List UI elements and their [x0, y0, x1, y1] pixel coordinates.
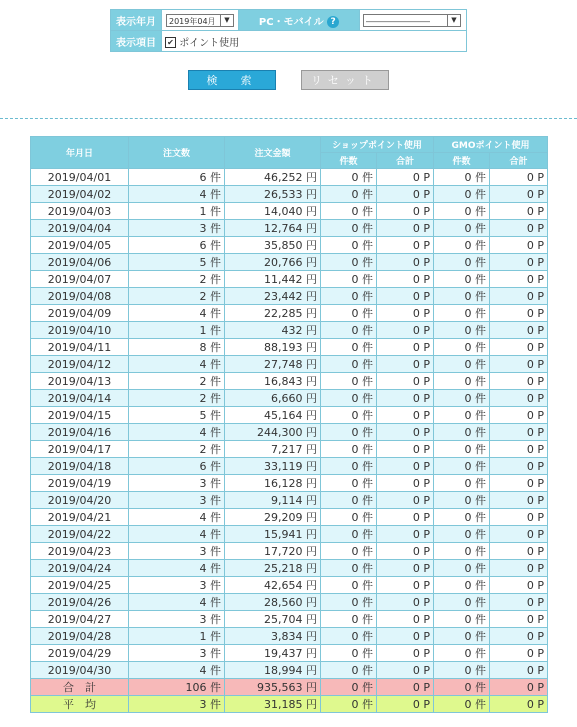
- table-row: [31, 662, 548, 679]
- cell-amount: 46,252 円: [225, 169, 321, 186]
- table-row: [31, 237, 548, 254]
- cell-amount: 25,218 円: [225, 560, 321, 577]
- cell-shop-total: 0 P: [377, 679, 434, 696]
- cell-orders: 1 件: [129, 322, 225, 339]
- cell-gmo-count: 0 件: [434, 271, 490, 288]
- cell-amount: 16,843 円: [225, 373, 321, 390]
- cell-shop-count: 0 件: [321, 662, 377, 679]
- cell-date: 2019/04/21: [31, 509, 129, 526]
- cell-gmo-total: 0 P: [490, 424, 548, 441]
- header-orders: 注文数: [129, 137, 225, 169]
- cell-date: 2019/04/15: [31, 407, 129, 424]
- cell-shop-count: 0 件: [321, 628, 377, 645]
- cell-date: 2019/04/29: [31, 645, 129, 662]
- cell-shop-total: 0 P: [377, 645, 434, 662]
- reset-button[interactable]: リセット: [301, 70, 389, 90]
- cell-shop-total: 0 P: [377, 509, 434, 526]
- cell-amount: 935,563 円: [225, 679, 321, 696]
- cell-gmo-count: 0 件: [434, 458, 490, 475]
- table-row: [31, 169, 548, 186]
- cell-gmo-count: 0 件: [434, 288, 490, 305]
- cell-gmo-count: 0 件: [434, 509, 490, 526]
- cell-shop-count: 0 件: [321, 577, 377, 594]
- cell-date: 2019/04/14: [31, 390, 129, 407]
- cell-shop-count: 0 件: [321, 526, 377, 543]
- cell-date: 2019/04/17: [31, 441, 129, 458]
- table-row: [31, 288, 548, 305]
- cell-gmo-total: 0 P: [490, 526, 548, 543]
- cell-date: 2019/04/22: [31, 526, 129, 543]
- cell-shop-total: 0 P: [377, 475, 434, 492]
- cell-shop-count: 0 件: [321, 407, 377, 424]
- cell-gmo-total: 0 P: [490, 288, 548, 305]
- cell-shop-count: 0 件: [321, 492, 377, 509]
- cell-shop-total: 0 P: [377, 594, 434, 611]
- cell-orders: 3 件: [129, 577, 225, 594]
- cell-gmo-count: 0 件: [434, 373, 490, 390]
- cell-amount: 17,720 円: [225, 543, 321, 560]
- cell-shop-count: 0 件: [321, 560, 377, 577]
- cell-date: 2019/04/09: [31, 305, 129, 322]
- table-row: [31, 645, 548, 662]
- cell-gmo-count: 0 件: [434, 186, 490, 203]
- header-date: 年月日: [31, 137, 129, 169]
- table-row: [31, 577, 548, 594]
- cell-gmo-total: 0 P: [490, 509, 548, 526]
- cell-gmo-count: 0 件: [434, 237, 490, 254]
- cell-date: 2019/04/24: [31, 560, 129, 577]
- cell-date: 2019/04/04: [31, 220, 129, 237]
- table-row: [31, 560, 548, 577]
- cell-orders: 2 件: [129, 390, 225, 407]
- cell-shop-count: 0 件: [321, 339, 377, 356]
- device-select[interactable]: [363, 14, 461, 27]
- cell-amount: 20,766 円: [225, 254, 321, 271]
- cell-gmo-total: 0 P: [490, 594, 548, 611]
- cell-shop-total: 0 P: [377, 271, 434, 288]
- cell-gmo-total: 0 P: [490, 339, 548, 356]
- cell-amount: 29,209 円: [225, 509, 321, 526]
- cell-shop-total: 0 P: [377, 254, 434, 271]
- table-row: [31, 339, 548, 356]
- cell-shop-count: 0 件: [321, 237, 377, 254]
- cell-amount: 23,442 円: [225, 288, 321, 305]
- table-row: [31, 611, 548, 628]
- header-amount: 注文金額: [225, 137, 321, 169]
- cell-orders: 3 件: [129, 696, 225, 713]
- cell-gmo-total: 0 P: [490, 203, 548, 220]
- cell-gmo-count: 0 件: [434, 696, 490, 713]
- cell-amount: 14,040 円: [225, 203, 321, 220]
- cell-shop-total: 0 P: [377, 305, 434, 322]
- cell-orders: 4 件: [129, 662, 225, 679]
- cell-shop-count: 0 件: [321, 254, 377, 271]
- cell-shop-total: 0 P: [377, 237, 434, 254]
- cell-shop-count: 0 件: [321, 475, 377, 492]
- cell-shop-count: 0 件: [321, 390, 377, 407]
- cell-gmo-count: 0 件: [434, 628, 490, 645]
- cell-orders: 3 件: [129, 492, 225, 509]
- cell-shop-total: 0 P: [377, 458, 434, 475]
- cell-shop-count: 0 件: [321, 696, 377, 713]
- cell-date: 2019/04/19: [31, 475, 129, 492]
- divider: [0, 118, 577, 119]
- header-shop-total: 合計: [377, 153, 434, 169]
- cell-orders: 2 件: [129, 373, 225, 390]
- cell-shop-count: 0 件: [321, 220, 377, 237]
- cell-date: 2019/04/03: [31, 203, 129, 220]
- cell-gmo-count: 0 件: [434, 679, 490, 696]
- search-button[interactable]: 検 索: [188, 70, 276, 90]
- cell-shop-count: 0 件: [321, 356, 377, 373]
- cell-gmo-total: 0 P: [490, 305, 548, 322]
- table-row: [31, 543, 548, 560]
- cell-date: 合 計: [31, 679, 129, 696]
- cell-date: 2019/04/10: [31, 322, 129, 339]
- cell-amount: 3,834 円: [225, 628, 321, 645]
- cell-shop-count: 0 件: [321, 424, 377, 441]
- cell-shop-total: 0 P: [377, 390, 434, 407]
- cell-shop-total: 0 P: [377, 407, 434, 424]
- cell-orders: 4 件: [129, 305, 225, 322]
- cell-shop-total: 0 P: [377, 373, 434, 390]
- cell-date: 平 均: [31, 696, 129, 713]
- cell-gmo-total: 0 P: [490, 407, 548, 424]
- cell-gmo-total: 0 P: [490, 475, 548, 492]
- cell-date: 2019/04/23: [31, 543, 129, 560]
- cell-orders: 2 件: [129, 288, 225, 305]
- cell-gmo-total: 0 P: [490, 560, 548, 577]
- cell-shop-total: 0 P: [377, 628, 434, 645]
- table-row: [31, 254, 548, 271]
- cell-orders: 106 件: [129, 679, 225, 696]
- cell-shop-total: 0 P: [377, 560, 434, 577]
- cell-gmo-total: 0 P: [490, 543, 548, 560]
- cell-amount: 7,217 円: [225, 441, 321, 458]
- cell-gmo-total: 0 P: [490, 356, 548, 373]
- cell-shop-total: 0 P: [377, 492, 434, 509]
- table-row: [31, 220, 548, 237]
- cell-amount: 31,185 円: [225, 696, 321, 713]
- cell-gmo-count: 0 件: [434, 526, 490, 543]
- cell-amount: 18,994 円: [225, 662, 321, 679]
- cell-shop-total: 0 P: [377, 356, 434, 373]
- table-row: [31, 407, 548, 424]
- cell-orders: 3 件: [129, 475, 225, 492]
- cell-gmo-total: 0 P: [490, 169, 548, 186]
- cell-shop-count: 0 件: [321, 186, 377, 203]
- cell-shop-total: 0 P: [377, 424, 434, 441]
- cell-amount: 9,114 円: [225, 492, 321, 509]
- table-row: [31, 458, 548, 475]
- cell-gmo-total: 0 P: [490, 577, 548, 594]
- cell-amount: 244,300 円: [225, 424, 321, 441]
- point-usage-checkbox[interactable]: ✔: [165, 37, 176, 48]
- cell-orders: 3 件: [129, 611, 225, 628]
- device-label: PC・モバイル: [258, 16, 324, 28]
- cell-amount: 88,193 円: [225, 339, 321, 356]
- cell-shop-count: 0 件: [321, 373, 377, 390]
- cell-amount: 11,442 円: [225, 271, 321, 288]
- cell-shop-total: 0 P: [377, 611, 434, 628]
- cell-gmo-total: 0 P: [490, 492, 548, 509]
- cell-amount: 19,437 円: [225, 645, 321, 662]
- cell-shop-total: 0 P: [377, 339, 434, 356]
- cell-orders: 3 件: [129, 543, 225, 560]
- cell-orders: 4 件: [129, 509, 225, 526]
- header-gmo-total: 合計: [490, 153, 548, 169]
- device-label-cell: [239, 10, 360, 31]
- period-label: 表示年月: [111, 10, 162, 31]
- cell-gmo-total: 0 P: [490, 645, 548, 662]
- cell-gmo-count: 0 件: [434, 305, 490, 322]
- cell-date: 2019/04/06: [31, 254, 129, 271]
- cell-shop-count: 0 件: [321, 305, 377, 322]
- cell-date: 2019/04/08: [31, 288, 129, 305]
- chevron-down-icon: ▼: [220, 15, 233, 26]
- table-row: [31, 390, 548, 407]
- header-gmo-count: 件数: [434, 153, 490, 169]
- cell-date: 2019/04/18: [31, 458, 129, 475]
- cell-date: 2019/04/30: [31, 662, 129, 679]
- table-row: [31, 356, 548, 373]
- cell-shop-total: 0 P: [377, 526, 434, 543]
- cell-amount: 27,748 円: [225, 356, 321, 373]
- total-row: [31, 679, 548, 696]
- cell-amount: 16,128 円: [225, 475, 321, 492]
- cell-orders: 4 件: [129, 356, 225, 373]
- cell-shop-total: 0 P: [377, 322, 434, 339]
- cell-orders: 6 件: [129, 237, 225, 254]
- cell-gmo-total: 0 P: [490, 696, 548, 713]
- table-row: [31, 475, 548, 492]
- period-select[interactable]: [166, 14, 234, 27]
- cell-orders: 5 件: [129, 407, 225, 424]
- cell-gmo-count: 0 件: [434, 475, 490, 492]
- cell-gmo-count: 0 件: [434, 220, 490, 237]
- cell-date: 2019/04/25: [31, 577, 129, 594]
- cell-shop-count: 0 件: [321, 543, 377, 560]
- cell-shop-total: 0 P: [377, 577, 434, 594]
- cell-amount: 26,533 円: [225, 186, 321, 203]
- table-row: [31, 271, 548, 288]
- cell-date: 2019/04/16: [31, 424, 129, 441]
- cell-gmo-total: 0 P: [490, 390, 548, 407]
- table-row: [31, 509, 548, 526]
- cell-shop-count: 0 件: [321, 679, 377, 696]
- cell-amount: 15,941 円: [225, 526, 321, 543]
- cell-gmo-total: 0 P: [490, 441, 548, 458]
- cell-gmo-count: 0 件: [434, 560, 490, 577]
- cell-gmo-count: 0 件: [434, 662, 490, 679]
- cell-shop-count: 0 件: [321, 594, 377, 611]
- cell-orders: 1 件: [129, 628, 225, 645]
- sales-table: [30, 136, 548, 713]
- cell-shop-count: 0 件: [321, 271, 377, 288]
- cell-shop-count: 0 件: [321, 322, 377, 339]
- cell-shop-total: 0 P: [377, 203, 434, 220]
- cell-amount: 45,164 円: [225, 407, 321, 424]
- cell-gmo-total: 0 P: [490, 679, 548, 696]
- cell-date: 2019/04/20: [31, 492, 129, 509]
- cell-shop-total: 0 P: [377, 696, 434, 713]
- cell-orders: 4 件: [129, 186, 225, 203]
- cell-gmo-total: 0 P: [490, 237, 548, 254]
- cell-shop-count: 0 件: [321, 645, 377, 662]
- table-row: [31, 526, 548, 543]
- cell-shop-total: 0 P: [377, 543, 434, 560]
- cell-amount: 33,119 円: [225, 458, 321, 475]
- table-row: [31, 492, 548, 509]
- display-label: 表示項目: [111, 31, 162, 52]
- cell-shop-count: 0 件: [321, 169, 377, 186]
- cell-orders: 8 件: [129, 339, 225, 356]
- cell-gmo-count: 0 件: [434, 594, 490, 611]
- cell-shop-count: 0 件: [321, 288, 377, 305]
- table-row: [31, 373, 548, 390]
- cell-date: 2019/04/11: [31, 339, 129, 356]
- cell-gmo-total: 0 P: [490, 458, 548, 475]
- device-select-value: ――――――――: [366, 16, 430, 26]
- cell-shop-count: 0 件: [321, 441, 377, 458]
- cell-amount: 35,850 円: [225, 237, 321, 254]
- cell-orders: 6 件: [129, 458, 225, 475]
- cell-gmo-count: 0 件: [434, 339, 490, 356]
- cell-orders: 1 件: [129, 203, 225, 220]
- table-row: [31, 594, 548, 611]
- chevron-down-icon: ▼: [447, 15, 460, 26]
- cell-gmo-total: 0 P: [490, 220, 548, 237]
- cell-gmo-count: 0 件: [434, 424, 490, 441]
- cell-orders: 3 件: [129, 220, 225, 237]
- period-select-value: 2019年04月: [169, 16, 216, 26]
- help-icon[interactable]: ?: [327, 16, 339, 28]
- cell-gmo-total: 0 P: [490, 271, 548, 288]
- cell-gmo-total: 0 P: [490, 322, 548, 339]
- cell-gmo-count: 0 件: [434, 407, 490, 424]
- table-row: [31, 203, 548, 220]
- cell-date: 2019/04/26: [31, 594, 129, 611]
- cell-date: 2019/04/05: [31, 237, 129, 254]
- cell-orders: 5 件: [129, 254, 225, 271]
- cell-date: 2019/04/27: [31, 611, 129, 628]
- header-shop-points: ショップポイント使用: [321, 137, 434, 153]
- table-row: [31, 628, 548, 645]
- average-row: [31, 696, 548, 713]
- table-row: [31, 322, 548, 339]
- cell-gmo-total: 0 P: [490, 254, 548, 271]
- cell-amount: 42,654 円: [225, 577, 321, 594]
- cell-gmo-count: 0 件: [434, 390, 490, 407]
- cell-shop-total: 0 P: [377, 441, 434, 458]
- cell-orders: 6 件: [129, 169, 225, 186]
- cell-amount: 12,764 円: [225, 220, 321, 237]
- point-usage-label: ポイント使用: [179, 37, 240, 49]
- cell-gmo-total: 0 P: [490, 373, 548, 390]
- cell-shop-total: 0 P: [377, 169, 434, 186]
- cell-shop-total: 0 P: [377, 288, 434, 305]
- cell-amount: 432 円: [225, 322, 321, 339]
- filter-form: [110, 9, 467, 52]
- cell-orders: 4 件: [129, 424, 225, 441]
- cell-shop-count: 0 件: [321, 509, 377, 526]
- cell-gmo-count: 0 件: [434, 169, 490, 186]
- cell-orders: 3 件: [129, 645, 225, 662]
- cell-gmo-count: 0 件: [434, 441, 490, 458]
- cell-gmo-count: 0 件: [434, 203, 490, 220]
- cell-orders: 4 件: [129, 560, 225, 577]
- cell-gmo-total: 0 P: [490, 628, 548, 645]
- cell-gmo-count: 0 件: [434, 543, 490, 560]
- cell-orders: 4 件: [129, 594, 225, 611]
- header-gmo-points: GMOポイント使用: [434, 137, 548, 153]
- cell-amount: 22,285 円: [225, 305, 321, 322]
- cell-gmo-total: 0 P: [490, 611, 548, 628]
- cell-shop-total: 0 P: [377, 220, 434, 237]
- cell-amount: 28,560 円: [225, 594, 321, 611]
- cell-date: 2019/04/28: [31, 628, 129, 645]
- cell-date: 2019/04/02: [31, 186, 129, 203]
- cell-gmo-count: 0 件: [434, 645, 490, 662]
- cell-gmo-count: 0 件: [434, 356, 490, 373]
- cell-gmo-count: 0 件: [434, 611, 490, 628]
- cell-gmo-count: 0 件: [434, 577, 490, 594]
- cell-gmo-count: 0 件: [434, 322, 490, 339]
- cell-gmo-total: 0 P: [490, 662, 548, 679]
- cell-orders: 2 件: [129, 271, 225, 288]
- cell-date: 2019/04/01: [31, 169, 129, 186]
- cell-orders: 2 件: [129, 441, 225, 458]
- cell-shop-count: 0 件: [321, 203, 377, 220]
- table-row: [31, 441, 548, 458]
- table-row: [31, 424, 548, 441]
- cell-shop-total: 0 P: [377, 186, 434, 203]
- header-shop-count: 件数: [321, 153, 377, 169]
- cell-gmo-total: 0 P: [490, 186, 548, 203]
- table-row: [31, 186, 548, 203]
- cell-date: 2019/04/12: [31, 356, 129, 373]
- table-row: [31, 305, 548, 322]
- cell-gmo-count: 0 件: [434, 492, 490, 509]
- cell-orders: 4 件: [129, 526, 225, 543]
- cell-gmo-count: 0 件: [434, 254, 490, 271]
- cell-date: 2019/04/13: [31, 373, 129, 390]
- cell-shop-count: 0 件: [321, 458, 377, 475]
- cell-shop-count: 0 件: [321, 611, 377, 628]
- cell-amount: 25,704 円: [225, 611, 321, 628]
- cell-amount: 6,660 円: [225, 390, 321, 407]
- cell-shop-total: 0 P: [377, 662, 434, 679]
- cell-date: 2019/04/07: [31, 271, 129, 288]
